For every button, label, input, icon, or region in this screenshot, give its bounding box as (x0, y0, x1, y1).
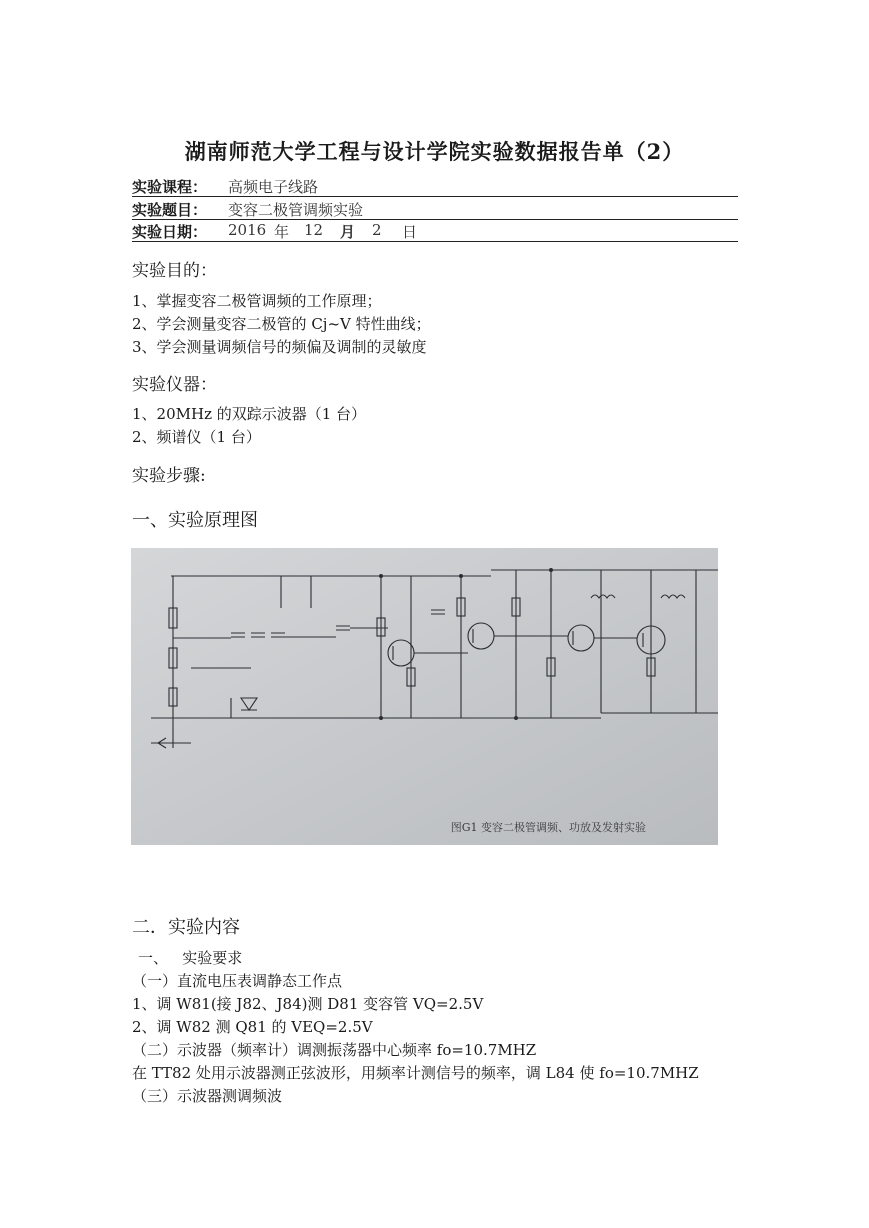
circuit-schematic (131, 548, 718, 845)
topic-label: 实验题目： (132, 201, 208, 219)
date-month: 12 (304, 221, 324, 239)
course-label: 实验课程： (132, 178, 208, 196)
date-day-unit: 日 (402, 223, 418, 241)
date-field (132, 221, 738, 242)
course-field (132, 176, 738, 197)
figure-caption: 图G1 变容二极管调频、功放及发射实验 (450, 821, 646, 834)
content-line: 一、 实验要求 (138, 949, 243, 967)
course-value: 高频电子线路 (228, 178, 319, 196)
topic-field (132, 199, 738, 220)
section2-heading: 二．实验内容 (132, 917, 240, 938)
steps-heading: 实验步骤: (132, 466, 206, 486)
topic-value: 变容二极管调频实验 (228, 201, 364, 219)
purpose-item: 1、掌握变容二极管调频的工作原理； (132, 292, 382, 310)
content-line: 在 TT82 处用示波器测正弦波形，用频率计测信号的频率，调 L84 使 fo=10.7MHZ (132, 1064, 699, 1082)
instruments-heading: 实验仪器： (132, 375, 217, 395)
page-title: 湖南师范大学工程与设计学院实验数据报告单（2） (184, 139, 685, 164)
date-year-unit: 年 (274, 223, 290, 241)
date-label: 实验日期： (132, 223, 208, 241)
content-line: （一）直流电压表调静态工作点 (132, 972, 343, 990)
instrument-item: 2、频谱仪（1 台） (132, 428, 261, 446)
circuit-diagram-photo (131, 548, 718, 845)
section1-heading: 一、实验原理图 (132, 510, 258, 531)
content-line: 1、调 W81(接 J82、J84)测 D81 变容管 VQ=2.5V (132, 995, 484, 1013)
content-line: 2、调 W82 测 Q81 的 VEQ=2.5V (132, 1018, 373, 1036)
purpose-item: 2、学会测量变容二极管的 Cj~V 特性曲线； (132, 315, 431, 333)
date-year: 2016 (228, 221, 267, 239)
purpose-heading: 实验目的： (132, 261, 217, 281)
content-line: （三）示波器测调频波 (132, 1087, 283, 1105)
purpose-item: 3、学会测量调频信号的频偏及调制的灵敏度 (132, 338, 427, 356)
date-day: 2 (372, 221, 382, 239)
content-line: （二）示波器（频率计）调测振荡器中心频率 fo=10.7MHZ (132, 1041, 537, 1059)
instrument-item: 1、20MHz 的双踪示波器（1 台） (132, 405, 367, 423)
date-month-unit: 月 (340, 223, 356, 241)
